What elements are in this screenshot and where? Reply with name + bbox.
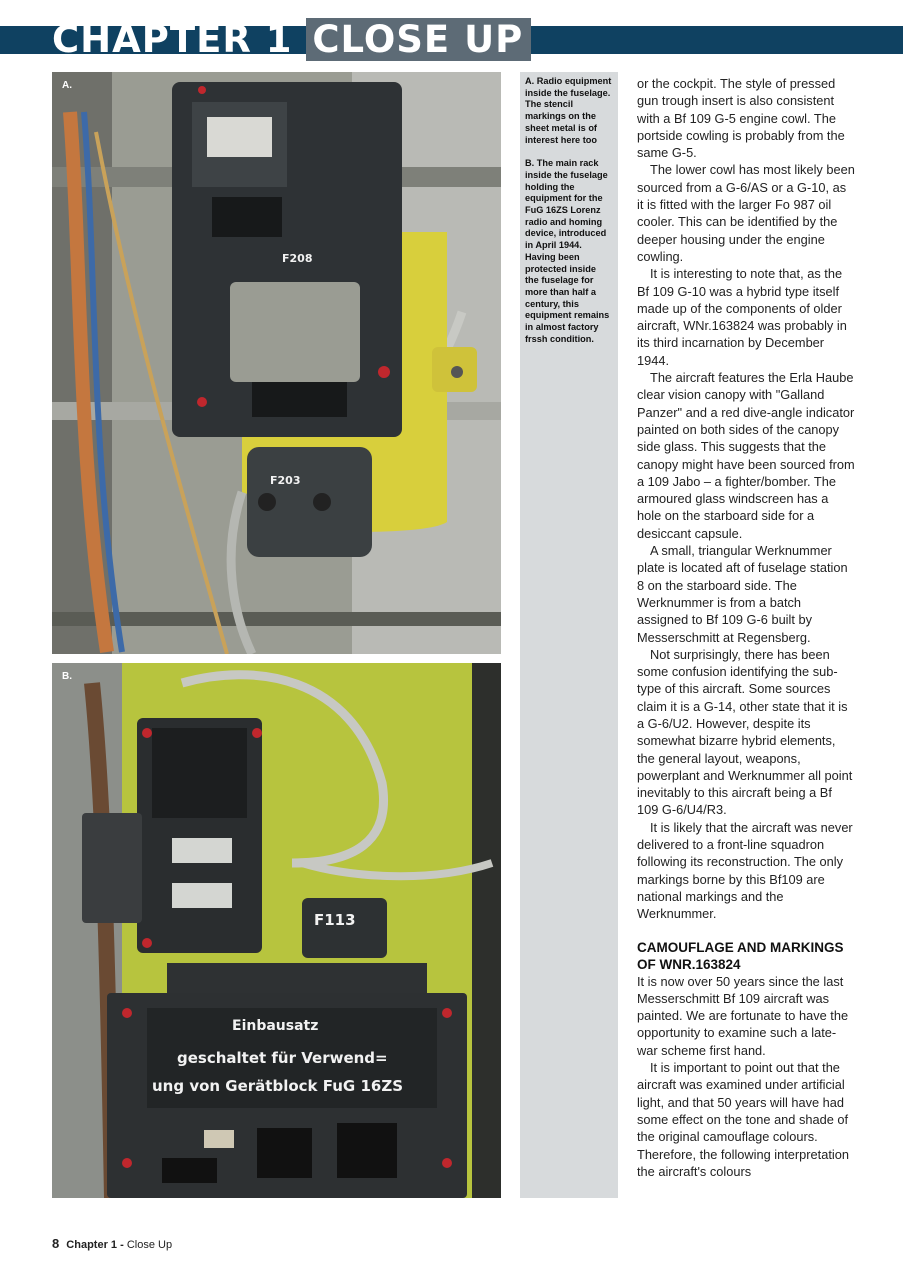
body-paragraph: A small, triangular Werknummer plate is located aft of fuselage station 8 on the starboard side. The Werknummer is from a batch assigned to Bf 109 G-6 built by Messerschmitt at Regensberg. <box>637 543 848 645</box>
caption-column <box>520 72 618 1198</box>
body-paragraph: The aircraft features the Erla Haube clear vision canopy with "Galland Panzer" and a red dive-angle indicator painted on both sides of the canopy side glass. This suggests that the canopy might have been sourced from a 109 Jabo – a fighter/bomber. The armoured glass windscreen has a hole on the starboard side for a desiccant capsule. <box>637 370 855 541</box>
section-label: CLOSE UP <box>306 18 531 61</box>
stencil-f113: F113 <box>314 911 356 929</box>
caption-a: A. Radio equipment inside the fuselage. The stencil markings on the sheet metal is of interest here too <box>525 76 612 145</box>
footer-chapter: Chapter 1 - <box>66 1239 124 1251</box>
body-paragraph: Not surprisingly, there has been some confusion identifying the sub-type of this aircraft. Some sources claim it is a G-14, other state that it is a G-6/U2. However, despite its somewhat bizarre hybrid elements, the general layout, weapons, powerplant and Werknummer all point inevitably to this aircraft being a Bf 109 G-6/U4/R3. <box>637 646 853 818</box>
page-number: 8 <box>52 1236 60 1251</box>
stencil-geraeteblock: ung von Gerätblock FuG 16ZS <box>152 1077 404 1095</box>
photo-b-equipment-rack <box>52 663 501 1198</box>
chapter-label: CHAPTER 1 <box>52 18 293 61</box>
body-paragraph: The lower cowl has most likely been sourced from a G-6/AS or a G-10, as it is fitted with the larger Fo 987 oil cooler. This can be identified by the deeper housing under the engine cowling. <box>637 162 855 264</box>
stencil-einbausatz: Einbausatz <box>232 1018 319 1034</box>
body-paragraph: It is interesting to note that, as the Bf 109 G-10 was a hybrid type itself made up of the components of older aircraft, WNr.163824 was probably in its third incarnation by December 1944. <box>637 266 847 368</box>
photo-a-illustration <box>52 72 501 654</box>
stencil-f203: F208 <box>282 252 313 265</box>
body-text-column <box>637 75 855 1180</box>
body-paragraph: It is now over 50 years since the last Messerschmitt Bf 109 aircraft was painted. We are fortunate to have the opportunity to examine such a late-war scheme first hand. <box>637 973 849 1058</box>
footer-section: Close Up <box>126 1239 173 1251</box>
photo-a-radio-equipment <box>52 72 501 654</box>
photo-a-label: A. <box>62 80 72 91</box>
chapter-title <box>52 20 531 60</box>
photo-b-label: B. <box>62 671 72 682</box>
stencil-geschaltet: geschaltet für Verwend= <box>177 1049 388 1067</box>
stencil-f208: F203 <box>270 474 301 487</box>
body-paragraph: It is important to point out that the aircraft was examined under artificial light, and that 50 years will have had some effect on the tone and shade of the original camouflage colours. Therefore, the following interpretation the aircraft's colours <box>637 1060 849 1179</box>
section-heading: CAMOUFLAGE AND MARKINGS OF WNR.163824 <box>637 939 844 972</box>
body-paragraph: or the cockpit. The style of pressed gun trough insert is also consistent with a Bf 109 G-5 engine cowl. The portside cowling is probably from the same G-5. <box>637 76 845 161</box>
body-paragraph: It is likely that the aircraft was never delivered to a front-line squadron following its reconstruction. The only markings borne by this Bf109 are national markings and the Werknummer. <box>637 819 853 922</box>
caption-b: B. The main rack inside the fuselage holding the equipment for the FuG 16ZS Lorenz radio and homing device, introduced in April 1944. Having been protected inside the fuselage for more than half a century, this equipment remains in almost factory frssh condition. <box>525 158 610 344</box>
page-footer <box>52 1236 172 1251</box>
photo-b-illustration <box>52 663 501 1198</box>
